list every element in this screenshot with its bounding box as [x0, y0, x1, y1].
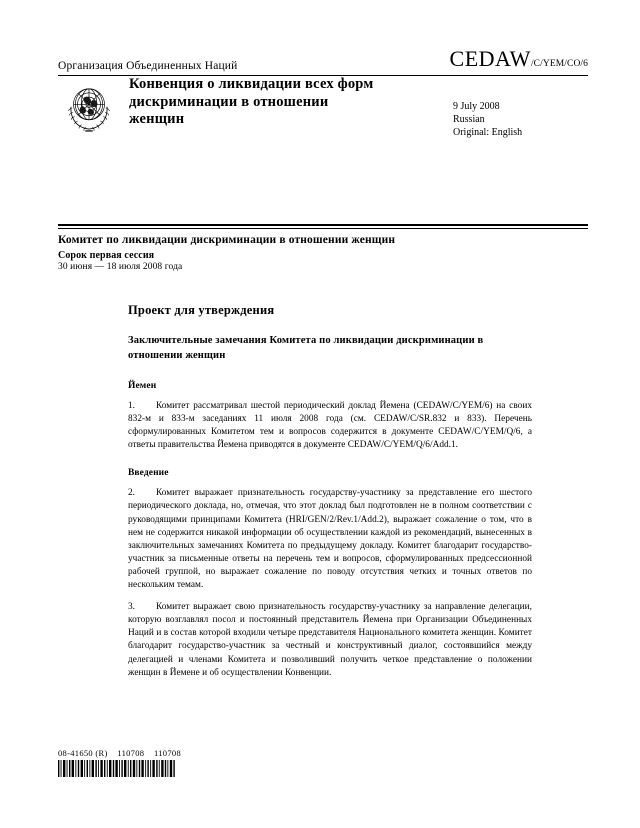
title-area: [58, 76, 588, 139]
convention-title: Конвенция о ликвидации всех форм дискриминации в отношении женщин: [129, 76, 374, 127]
paragraph-2: [128, 487, 532, 592]
session-dates: 30 июня — 18 июля 2008 года: [58, 262, 183, 272]
section-divider: [58, 224, 588, 229]
committee-name: Комитет по ликвидации дискриминации в отношении женщин: [58, 234, 396, 246]
paragraph-3-text: Комитет выражает свою признательность государству-участнику за направление делегации, которую возглавлял посол и постоянный представитель Йемена при Организации Объединенных Наций и в состав которой входили четыре представителя Национального комитета женщин. Комитет благодарит государство-участник за честный и конструктивный диалог, состоявшийся между делегацией и членами Комитета и позволивший получить четкое представление о положении женщин в Йемене и об осуществлении Конвенции.: [128, 602, 532, 678]
un-emblem-icon: [58, 77, 120, 139]
paragraph-2-text: Комитет выражает признательность государству-участнику за представление его шестого периодического доклада, но, отмечая, что этот доклад был подготовлен не в полном соответствии с руководящими принципами Комитета (HRI/GEN/2/Rev.1/Add.2), выражает сожаление о том, что в нем не содержится никакой информации об осуществлении каждой из рекомендаций, вынесенных в заключительных замечаниях Комитета по предыдущему докладу. Комитет благодарит государство-участник за письменные ответы на перечень тем и вопросов, сформулированных предсессионной рабочей группой, но выражает сожаление по поводу отсутствия четких и точных ответов по нескольким темам.: [128, 488, 532, 591]
paragraph-1-number: 1.: [128, 401, 136, 411]
document-body: [128, 303, 532, 680]
symbol-suffix: /C/YEM/CO/6: [530, 59, 588, 69]
document-date: 9 July 2008: [453, 101, 500, 112]
country-heading: Йемен: [128, 381, 157, 391]
session-number: Сорок первая сессия: [58, 250, 155, 261]
masthead: [58, 46, 588, 76]
paragraph-1: [128, 400, 532, 452]
job-number: 08-41650 (R) 110708 110708: [58, 748, 182, 758]
masthead-row: [58, 46, 588, 72]
organization-name: Организация Объединенных Наций: [58, 60, 238, 72]
divider-thick-line: [58, 224, 588, 226]
paragraph-2-number: 2.: [128, 488, 136, 499]
divider-thin-line: [58, 228, 588, 229]
document-symbol: [450, 46, 588, 72]
concluding-observations-title: Заключительные замечания Комитета по ликвидации дискриминации в отношении женщин: [128, 335, 484, 361]
document-original-language: Original: English: [453, 127, 523, 138]
page-footer: [58, 748, 458, 777]
barcode-icon: [58, 760, 175, 777]
paragraph-3-number: 3.: [128, 602, 136, 613]
paragraph-3: [128, 601, 532, 680]
draft-label: Проект для утверждения: [128, 303, 275, 317]
paragraph-1-text: Комитет рассматривал шестой периодический доклад Йемена (CEDAW/C/YEM/6) на своих 832-м и 833-м заседаниях 11 июля 2008 года (см. CEDAW/C/SR.832 и 833). Перечень сформулированных Комитетом тем и вопросов содержится в документе CEDAW/C/YEM/Q/6, а ответы правительства Йемена приводятся в документе CEDAW/C/YEM/Q/6/Add.1.: [128, 401, 532, 451]
date-block: [453, 76, 588, 139]
introduction-heading: Введение: [128, 468, 169, 479]
committee-block: [58, 233, 458, 272]
symbol-main: CEDAW: [449, 46, 531, 71]
document-language: Russian: [453, 114, 485, 125]
